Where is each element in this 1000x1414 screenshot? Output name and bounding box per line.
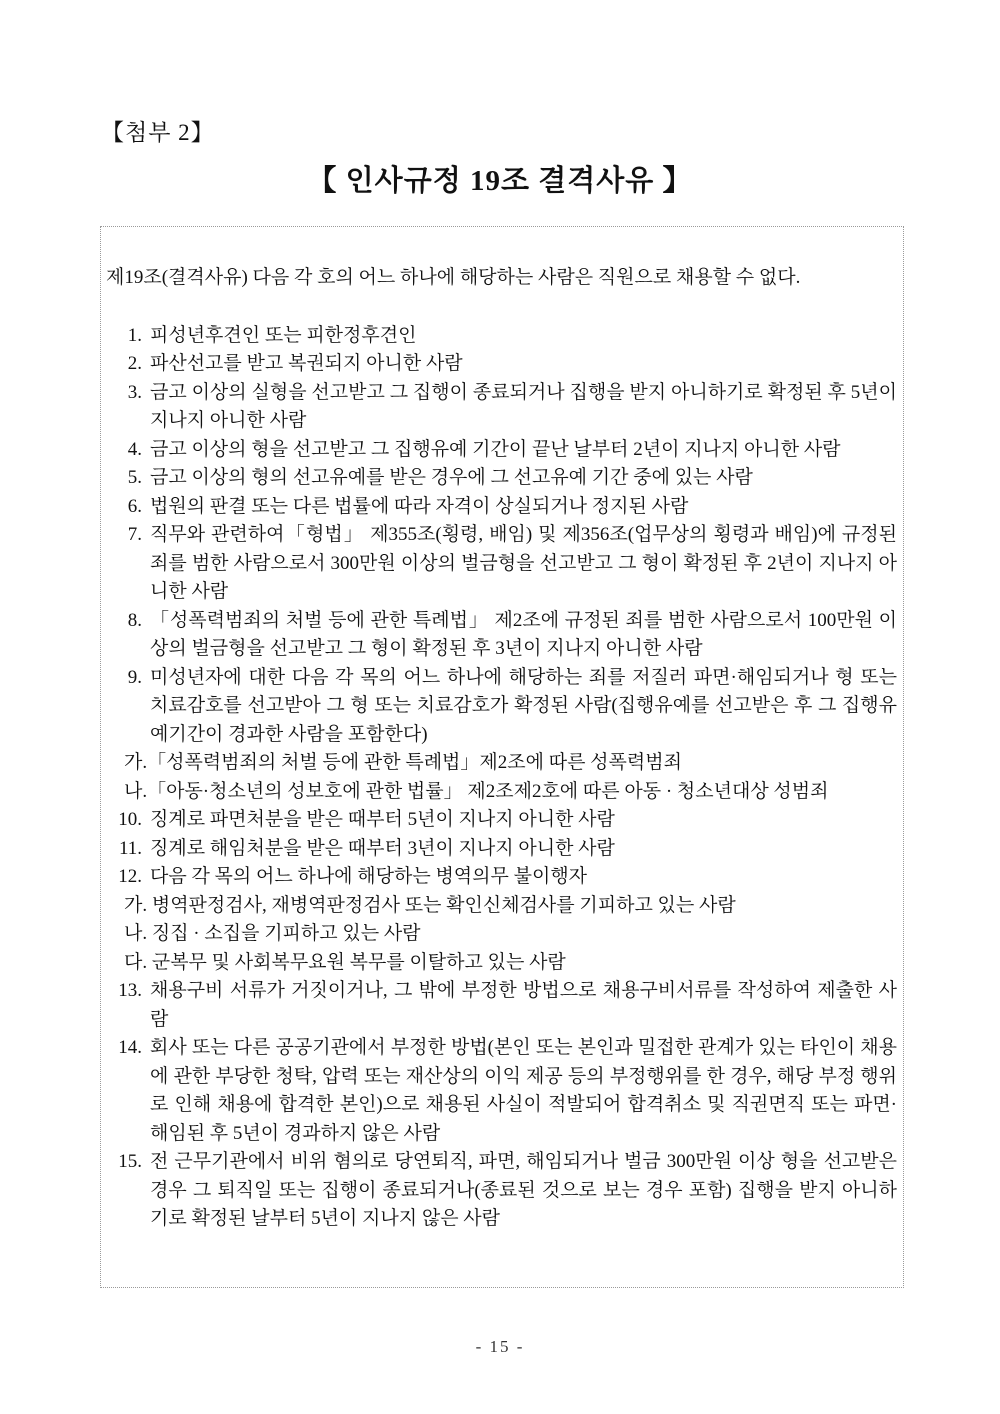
item-text: 징계로 해임처분을 받은 때부터 3년이 지나지 아니한 사람 <box>150 837 615 859</box>
sub-item: 다. 군복무 및 사회복무요원 복무를 이탈하고 있는 사람 <box>124 951 566 973</box>
list-item <box>106 493 897 522</box>
item-number: 11. <box>118 837 142 859</box>
sub-item: 나.「아동·청소년의 성보호에 관한 법률」 제2조제2호에 따른 아동 · 청소년대상 성범죄 <box>124 780 829 802</box>
item-text: 금고 이상의 실형을 선고받고 그 집행이 종료되거나 집행을 받지 아니하기로 확정된 후 5년이 지나지 아니한 사람 <box>150 381 897 431</box>
item-text: 법원의 판결 또는 다른 법률에 따라 자격이 상실되거나 정지된 사람 <box>150 495 689 517</box>
item-number: 12. <box>118 866 142 887</box>
list-item <box>106 664 897 750</box>
item-number: 10. <box>118 809 142 830</box>
item-number: 5. <box>127 467 142 488</box>
list-item <box>106 977 897 1034</box>
list-item <box>106 521 897 607</box>
item-number: 4. <box>127 438 142 460</box>
sub-item: 가.「성폭력범죄의 처벌 등에 관한 특례법」제2조에 따른 성폭력범죄 <box>124 752 682 773</box>
item-number: 1. <box>127 324 142 346</box>
item-number: 3. <box>127 381 142 403</box>
item-number: 2. <box>127 353 142 374</box>
item-number: 6. <box>127 495 142 517</box>
list-item <box>106 607 897 664</box>
item-number: 7. <box>127 524 142 545</box>
list-item <box>106 464 897 493</box>
item-number: 9. <box>127 666 142 688</box>
sub-item: 가. 병역판정검사, 재병역판정검사 또는 확인신체검사를 기피하고 있는 사람 <box>124 894 736 916</box>
clause-list <box>106 322 897 1234</box>
list-item <box>106 1148 897 1234</box>
item-text: 징계로 파면처분을 받은 때부터 5년이 지나지 아니한 사람 <box>150 809 615 830</box>
item-text: 채용구비 서류가 거짓이거나, 그 밖에 부정한 방법으로 채용구비서류를 작성하여 제출한 사람 <box>150 980 897 1030</box>
list-item <box>106 379 897 436</box>
attachment-label: 【첨부 2】 <box>101 120 215 145</box>
list-item <box>106 1034 897 1148</box>
item-text: 금고 이상의 형을 선고받고 그 집행유예 기간이 끝난 날부터 2년이 지나지 아니한 사람 <box>150 438 841 460</box>
page-number: - 15 - <box>475 1337 525 1356</box>
item-number: 13. <box>118 980 142 1001</box>
list-item <box>106 835 897 864</box>
item-text: 전 근무기관에서 비위 혐의로 당연퇴직, 파면, 해임되거나 벌금 300만원 이상 형을 선고받은 경우 그 퇴직일 또는 집행이 종료되거나(종료된 것으로 보는 경우 포함) 집행을 받지 아니하기로 확정된 날부터 5년이 지나지 않은 사람 <box>150 1151 897 1229</box>
item-text: 미성년자에 대한 다음 각 목의 어느 하나에 해당하는 죄를 저질러 파면·해임되거나 형 또는 치료감호를 선고받아 그 형 또는 치료감호가 확정된 사람(집행유예를 선고받은 후 그 집행유예기간이 경과한 사람을 포함한다) <box>150 666 897 745</box>
item-text: 「성폭력범죄의 처벌 등에 관한 특례법」 제2조에 규정된 죄를 범한 사람으로서 100만원 이상의 벌금형을 선고받고 그 형이 확정된 후 3년이 지나지 아니한 사람 <box>150 609 897 659</box>
item-number: 15. <box>118 1151 142 1172</box>
item-text: 금고 이상의 형의 선고유예를 받은 경우에 그 선고유예 기간 중에 있는 사람 <box>150 467 753 488</box>
item-text: 피성년후견인 또는 피한정후견인 <box>150 324 417 346</box>
sub-item: 나. 징집 · 소집을 기피하고 있는 사람 <box>124 923 421 944</box>
item-number: 8. <box>127 609 142 631</box>
page-title: 【 인사규정 19조 결격사유 】 <box>307 165 693 197</box>
list-item <box>106 436 897 465</box>
content-box <box>100 226 904 1288</box>
list-item <box>106 863 897 892</box>
list-item <box>106 806 897 835</box>
item-number: 14. <box>118 1037 142 1058</box>
item-text: 회사 또는 다른 공공기관에서 부정한 방법(본인 또는 본인과 밀접한 관계가 있는 타인이 채용에 관한 부당한 청탁, 압력 또는 재산상의 이익 제공 등의 부정행위를 한 경우, 해당 부정 행위로 인해 채용에 합격한 본인)으로 채용된 사실이 적발되어 합격취소 및 직권면직 또는 파면·해임된 후 5년이 경과하지 않은 사람 <box>150 1037 897 1144</box>
item-text: 직무와 관련하여「형법」 제355조(횡령, 배임) 및 제356조(업무상의 횡령과 배임)에 규정된 죄를 범한 사람으로서 300만원 이상의 벌금형을 선고받고 그 형이 확정된 후 2년이 지나지 아니한 사람 <box>150 524 897 602</box>
item-text: 다음 각 목의 어느 하나에 해당하는 병역의무 불이행자 <box>150 866 588 887</box>
list-item <box>106 322 897 351</box>
intro-paragraph: 제19조(결격사유) 다음 각 호의 어느 하나에 해당하는 사람은 직원으로 채용할 수 없다. <box>106 267 801 288</box>
item-text: 파산선고를 받고 복권되지 아니한 사람 <box>150 353 463 374</box>
list-item <box>106 350 897 379</box>
